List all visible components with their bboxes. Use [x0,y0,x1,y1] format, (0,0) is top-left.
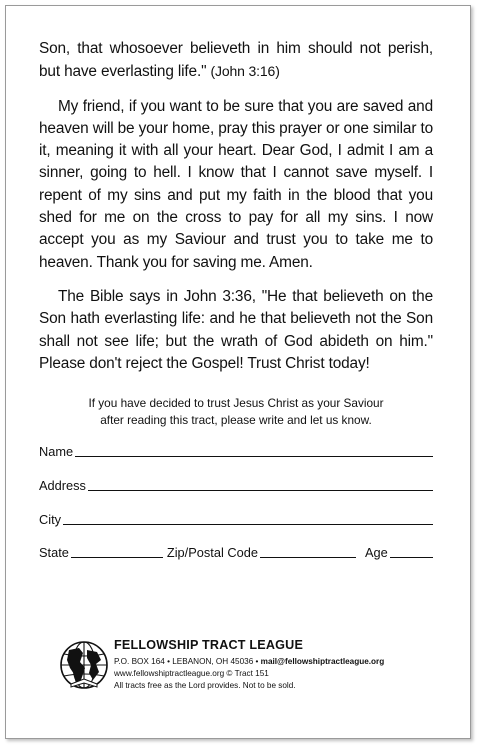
publisher-name: FELLOWSHIP TRACT LEAGUE [114,638,304,652]
publisher-details [114,656,384,692]
paragraph-prayer: My friend, if you want to be sure that you are saved and heaven will be your home, pray this prayer or one similar to it, meaning it with all your heart. Dear God, I admit I am a sinner, going to hell. I know that I cannot save myself. I repent of my sins and put my faith in the blood that you shed for me on the cross to pay for all my sins. I now accept you as my Saviour and trust you to take me to heaven. Thank you for saving me. Amen. [39,97,433,271]
zip-line[interactable] [260,545,356,558]
city-line[interactable] [63,512,433,525]
paragraph-text: Son, that whosoever believeth in him should not perish, but have everlasting life." [39,40,433,81]
address-label: Address [39,478,86,493]
address-line[interactable] [88,478,433,491]
tract-body [39,38,433,387]
publisher-footer [59,638,439,700]
invitation-line-2: after reading this tract, please write and let us know. [100,413,372,427]
response-invitation [39,395,433,429]
state-label: State [39,545,69,560]
postal-address: P.O. BOX 164 • LEBANON, OH 45036 • [114,657,259,666]
invitation-line-1: If you have decided to trust Jesus Christ as your Saviour [88,396,384,410]
city-label: City [39,512,62,527]
address-line [114,656,384,668]
state-zip-age-row [39,542,433,560]
city-field[interactable] [39,509,433,527]
paragraph-john-3-16 [39,38,433,84]
state-line[interactable] [71,545,163,558]
name-label: Name [39,444,74,459]
age-label: Age [364,545,388,560]
distribution-note: All tracts free as the Lord provides. Not to be sold. [114,681,296,690]
scripture-reference: (John 3:16) [210,63,280,80]
website-line: www.fellowshiptractleague.org © Tract 151 [114,669,269,678]
zip-label: Zip/Postal Code [166,545,258,560]
name-field[interactable] [39,441,433,459]
email-link[interactable]: mail@fellowshiptractleague.org [260,657,385,666]
paragraph-john-3-36: The Bible says in John 3:36, "He that believeth on the Son hath everlasting life: and he that believeth not the Son shall not see life; but the wrath of God abideth on him." Please don't reject the Gospel! Trust Christ today! [39,287,433,372]
globe-open-bible-icon [59,640,109,690]
name-line[interactable] [75,444,433,457]
age-line[interactable] [390,545,433,558]
address-field[interactable] [39,475,433,493]
